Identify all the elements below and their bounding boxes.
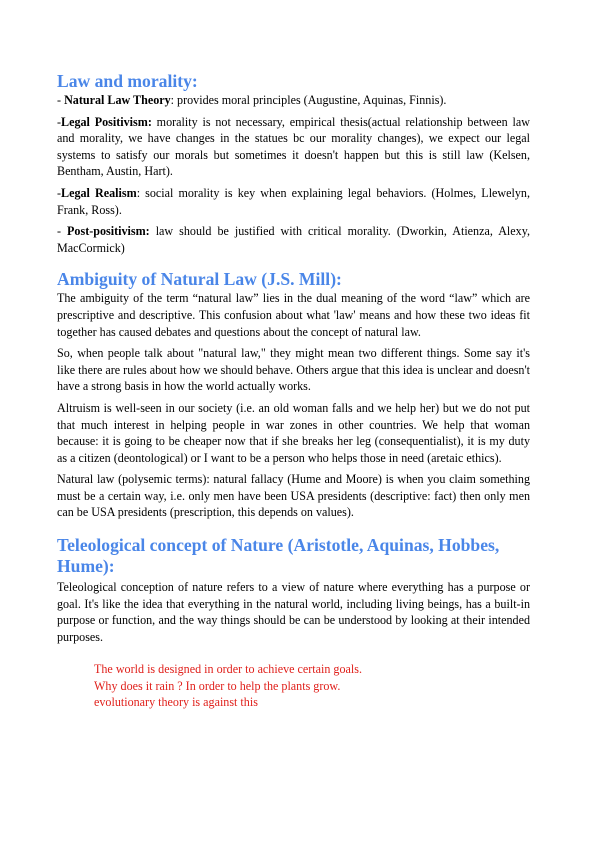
theory-item-post-positivism [57, 223, 530, 256]
note-line: The world is designed in order to achieve certain goals. [94, 662, 362, 677]
term-post-positivism: Post-positivism: [67, 224, 150, 239]
section-heading-teleological: Teleological concept of Nature (Aristotle, Aquinas, Hobbes, Hume): [57, 535, 500, 577]
section-heading-ambiguity: Ambiguity of Natural Law (J.S. Mill): [57, 269, 342, 290]
item-text: : social morality is key when explaining legal behaviors. (Holmes, Llewelyn, Frank, Ross). [57, 185, 531, 217]
document-page [57, 72, 530, 711]
theory-item-natural-law [57, 92, 530, 109]
paragraph: Natural law (polysemic terms): natural fallacy (Hume and Moore) is when you claim something must be a certain way, i.e. only men have been USA presidents (descriptive: fact) then only men can be USA presidents (prescription, this depends on values). [57, 472, 530, 520]
item-prefix: - [57, 185, 62, 200]
term-natural-law-theory: Natural Law Theory [64, 93, 171, 107]
theory-item-legal-positivism [57, 114, 530, 180]
red-notes [94, 661, 530, 710]
item-text: morality is not necessary, empirical thesis(actual relationship between law and morality, we have changes in the statues bc our morality changes), we expect our legal systems to satisfy our morals but sometimes it doesn't happen but this is still law (Kelsen, Bentham, Austin, Hart). [57, 114, 530, 179]
paragraph: Teleological conception of nature refers to a view of nature where everything has a purpose or goal. It's like the idea that everything in the natural world, including living beings, has a built-in purpose or function, and the way things should be can be understood by looking at their intended purposes. [57, 580, 530, 644]
item-text: : provides moral principles (Augustine, Aquinas, Finnis). [170, 93, 447, 107]
paragraph: The ambiguity of the term “natural law” lies in the dual meaning of the word “law” which are prescriptive and descriptive. This confusion about what 'law' means and how these two ideas fit together has caused debates and questions about the concept of natural law. [57, 291, 530, 339]
term-legal-realism: Legal Realism [61, 185, 137, 200]
theory-item-legal-realism [57, 185, 530, 218]
paragraph: So, when people talk about "natural law," they might mean two different things. Some say it's like there are rules about how we should behave. Others argue that this idea is unclear and doesn't have a strong basis in how the world actually works. [57, 346, 530, 394]
note-line: evolutionary theory is against this [94, 695, 258, 710]
section-heading-law-and-morality: Law and morality: [57, 71, 198, 91]
term-legal-positivism: Legal Positivism: [61, 114, 152, 129]
paragraph: Altruism is well-seen in our society (i.e. an old woman falls and we help her) but we do not put that much interest in helping people in war zones in other countries. We help that woman because: it is going to be cheaper now that if she breaks her leg (consequentialist), it is my duty as a citizen (deontological) or I want to be a person who helps those in need (aretaic ethics). [57, 400, 530, 465]
item-prefix: - [57, 224, 68, 239]
note-line: Why does it rain ? In order to help the plants grow. [94, 678, 341, 693]
item-text: law should be justified with critical morality. (Dworkin, Atienza, Alexy, MacCormick) [57, 224, 530, 255]
item-prefix: - [57, 114, 62, 129]
item-prefix: - [57, 93, 65, 107]
